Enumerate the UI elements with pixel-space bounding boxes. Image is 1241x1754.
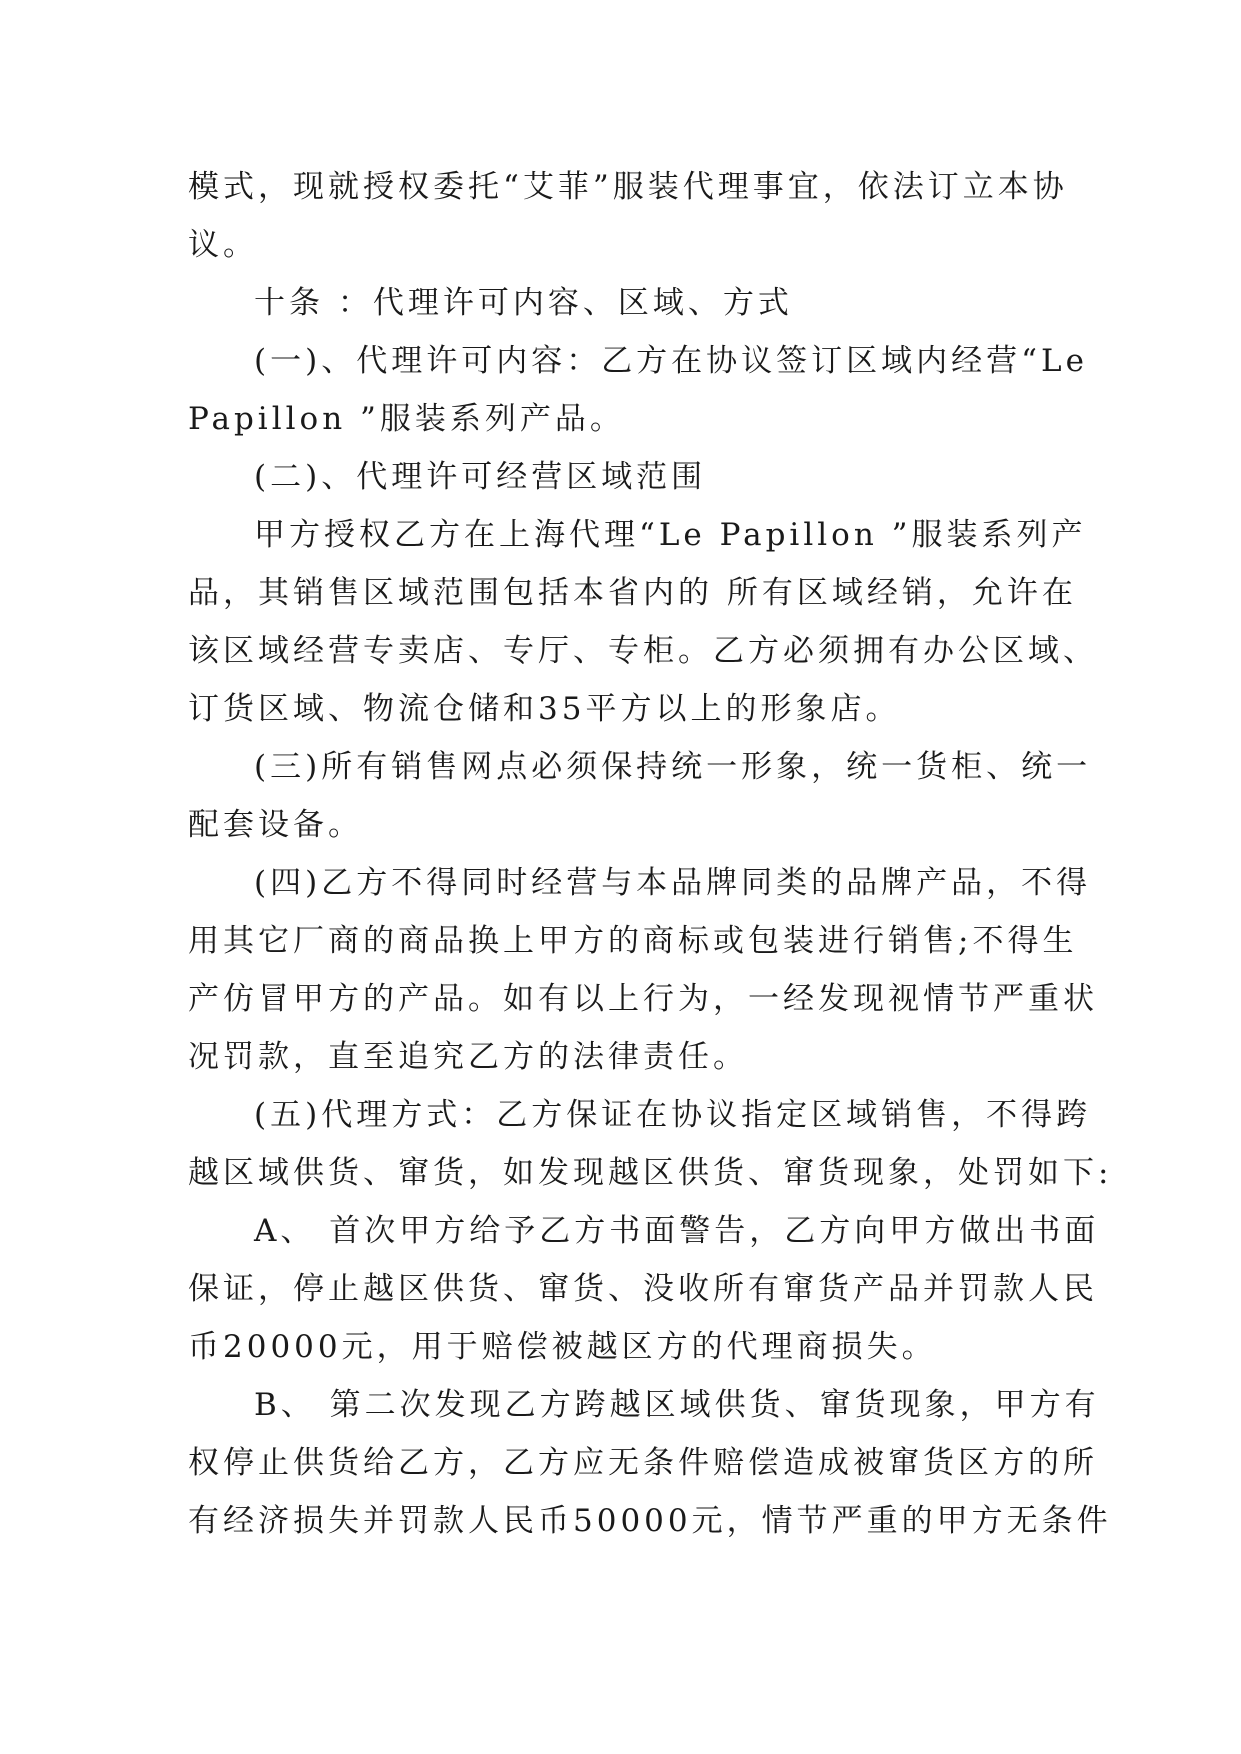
text-line: 保证，停止越区供货、窜货、没收所有窜货产品并罚款人民 <box>188 1271 1098 1307</box>
text-line: (五)代理方式：乙方保证在协议指定区域销售，不得跨 <box>254 1097 1092 1133</box>
text-line: 产仿冒甲方的产品。如有以上行为，一经发现视情节严重状 <box>188 981 1098 1017</box>
text-line: B、 第二次发现乙方跨越区域供货、窜货现象，甲方有 <box>254 1387 1100 1423</box>
text-line: 币20000元，用于赔偿被越区方的代理商损失。 <box>188 1329 937 1365</box>
text-line: (三)所有销售网点必须保持统一形象，统一货柜、统一 <box>254 749 1092 785</box>
text-line: 议。 <box>188 227 258 263</box>
text-line: A、 首次甲方给予乙方书面警告，乙方向甲方做出书面 <box>254 1213 1100 1249</box>
document-body <box>188 158 1113 1550</box>
text-line: Papillon ”服装系列产品。 <box>188 401 625 437</box>
text-line: (四)乙方不得同时经营与本品牌同类的品牌产品，不得 <box>254 865 1092 901</box>
text-line: 有经济损失并罚款人民币50000元，情节严重的甲方无条件 <box>188 1503 1112 1539</box>
text-line: 用其它厂商的商品换上甲方的商标或包装进行销售;不得生 <box>188 923 1078 959</box>
text-line: 越区域供货、窜货，如发现越区供货、窜货现象，处罚如下: <box>188 1155 1113 1191</box>
text-line: 况罚款，直至追究乙方的法律责任。 <box>188 1039 748 1075</box>
text-line: 该区域经营专卖店、专厅、专柜。乙方必须拥有办公区域、 <box>188 633 1098 669</box>
text-line: 品，其销售区域范围包括本省内的 所有区域经销，允许在 <box>188 575 1077 611</box>
text-line: (一)、代理许可内容：乙方在协议签订区域内经营“Le <box>254 343 1088 379</box>
section-heading: 十条 ：代理许可内容、区域、方式 <box>254 285 793 321</box>
text-line: 甲方授权乙方在上海代理“Le Papillon ”服装系列产 <box>254 517 1087 553</box>
text-line: 模式，现就授权委托“艾菲”服装代理事宜，依法订立本协 <box>188 169 1068 205</box>
text-line: 配套设备。 <box>188 807 363 843</box>
text-line: (二)、代理许可经营区域范围 <box>254 459 707 495</box>
text-line: 订货区域、物流仓储和35平方以上的形象店。 <box>188 691 901 727</box>
text-line: 权停止供货给乙方，乙方应无条件赔偿造成被窜货区方的所 <box>188 1445 1098 1481</box>
